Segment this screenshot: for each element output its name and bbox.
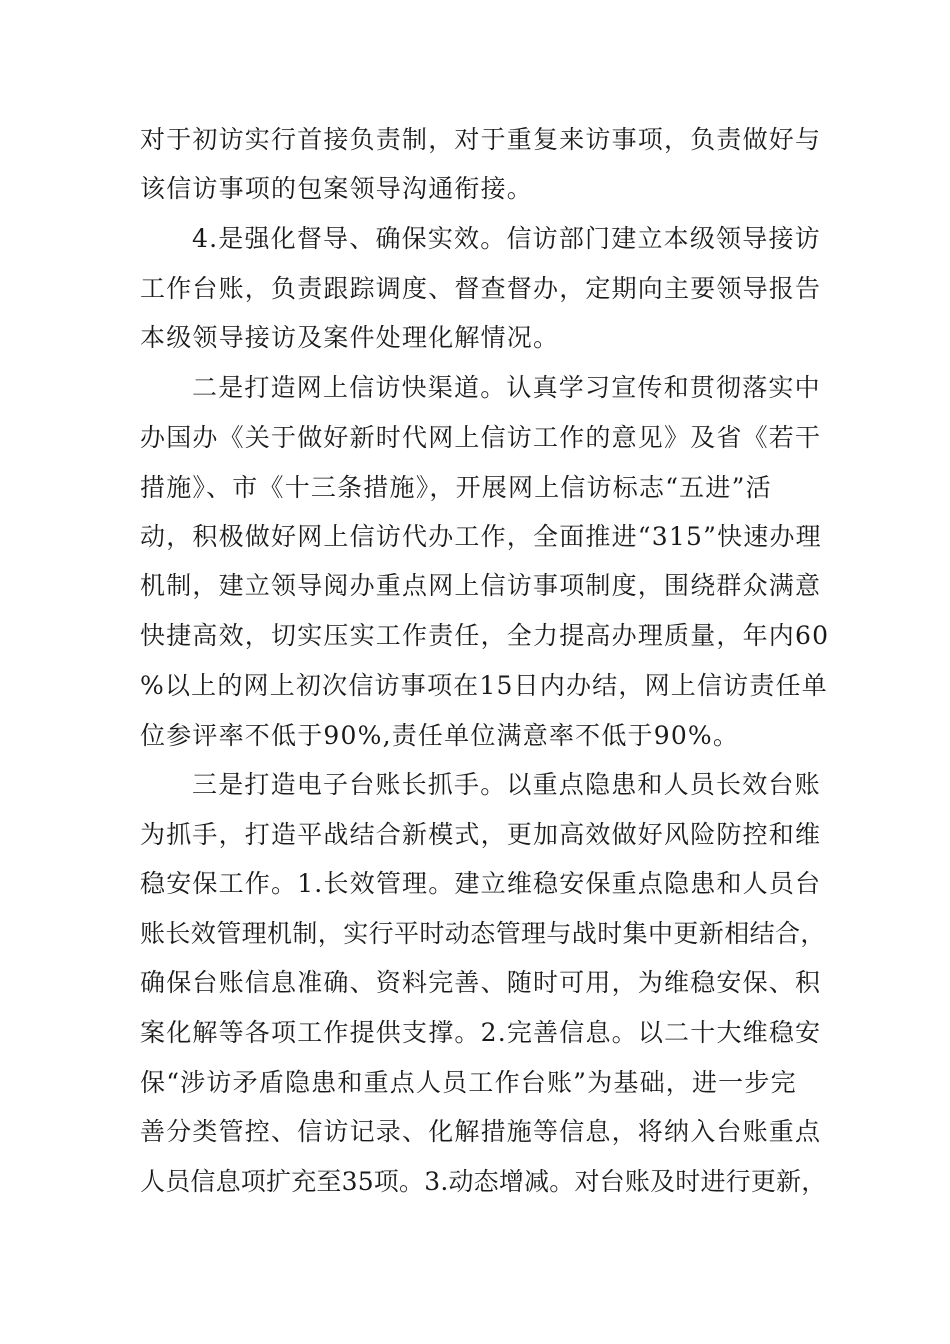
text-line: 快捷高效，切实压实工作责任，全力提高办理质量，年内60 bbox=[140, 621, 830, 650]
paragraph-start-line: 4.是强化督导、确保实效。信访部门建立本级领导接访 bbox=[192, 224, 821, 253]
text-line: 案化解等各项工作提供支撑。2.完善信息。以二十大维稳安 bbox=[140, 1018, 822, 1047]
text-line: 确保台账信息准确、资料完善、随时可用，为维稳安保、积 bbox=[140, 968, 822, 997]
text-line: 动，积极做好网上信访代办工作，全面推进“315”快速办理 bbox=[140, 522, 822, 551]
text-line: 办国办《关于做好新时代网上信访工作的意见》及省《若干 bbox=[140, 423, 822, 452]
text-line: 账长效管理机制，实行平时动态管理与战时集中更新相结合， bbox=[140, 919, 826, 948]
text-line: 善分类管控、信访记录、化解措施等信息，将纳入台账重点 bbox=[140, 1117, 822, 1146]
text-line: 该信访事项的包案领导沟通衔接。 bbox=[140, 174, 534, 203]
text-line: 人员信息项扩充至35项。3.动态增减。对台账及时进行更新， bbox=[140, 1167, 827, 1196]
paragraph-start-line: 三是打造电子台账长抓手。以重点隐患和人员长效台账 bbox=[192, 770, 821, 799]
text-line: 为抓手，打造平战结合新模式，更加高效做好风险防控和维 bbox=[140, 820, 822, 849]
text-line: 本级领导接访及案件处理化解情况。 bbox=[140, 323, 560, 352]
paragraph-start-line: 二是打造网上信访快渠道。认真学习宣传和贯彻落实中 bbox=[192, 373, 821, 402]
text-line: 措施》、市《十三条措施》，开展网上信访标志“五进”活 bbox=[140, 473, 772, 502]
text-line: 工作台账，负责跟踪调度、督查督办，定期向主要领导报告 bbox=[140, 274, 822, 303]
text-line: 位参评率不低于90%,责任单位满意率不低于90%。 bbox=[140, 721, 740, 750]
text-line: 对于初访实行首接负责制，对于重复来访事项，负责做好与 bbox=[140, 125, 822, 154]
text-line: 稳安保工作。1.长效管理。建立维稳安保重点隐患和人员台 bbox=[140, 869, 822, 898]
text-line: %以上的网上初次信访事项在15日内办结，网上信访责任单 bbox=[140, 671, 828, 700]
text-line: 机制，建立领导阅办重点网上信访事项制度，围绕群众满意 bbox=[140, 571, 822, 600]
text-line: 保“涉访矛盾隐患和重点人员工作台账”为基础，进一步完 bbox=[140, 1068, 797, 1097]
